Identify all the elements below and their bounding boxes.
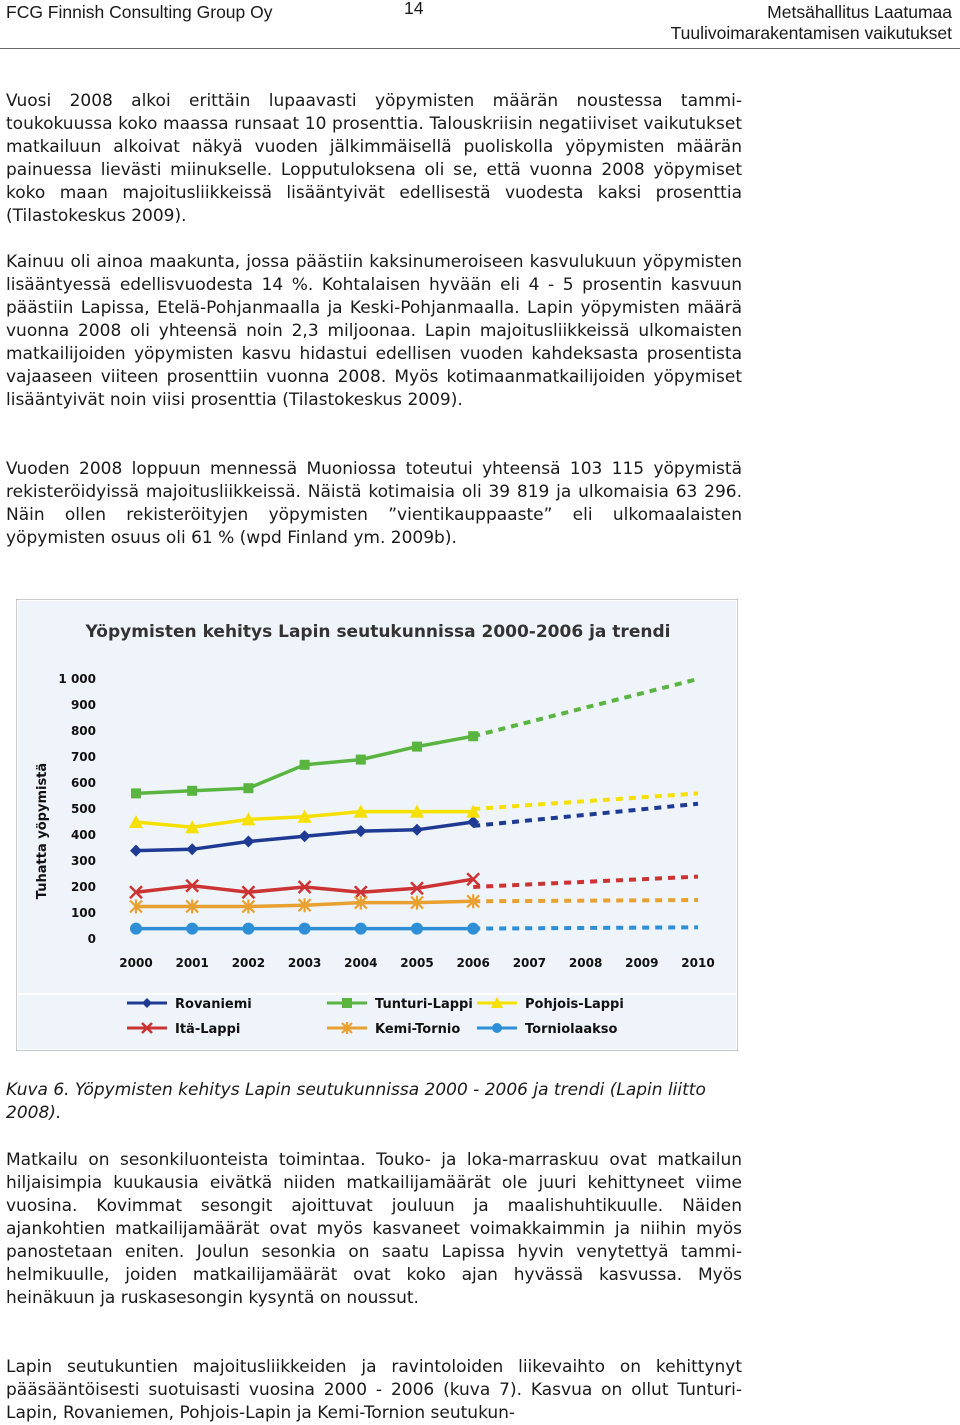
data-point-marker (130, 923, 142, 935)
chart-background (18, 601, 736, 993)
data-point-marker (131, 788, 141, 798)
y-tick-label: 400 (70, 828, 96, 842)
data-point-marker (243, 783, 253, 793)
y-tick-label: 1 000 (58, 672, 96, 686)
x-tick-label: 2009 (625, 956, 659, 970)
data-point-marker (299, 923, 311, 935)
y-tick-label: 0 (87, 932, 96, 946)
x-tick-label: 2005 (400, 956, 434, 970)
y-tick-label: 700 (70, 750, 96, 764)
chart-figure (16, 599, 738, 1051)
data-point-marker (467, 923, 479, 935)
header-company: FCG Finnish Consulting Group Oy (6, 2, 273, 22)
x-tick-label: 2010 (681, 956, 715, 970)
data-point-marker (187, 786, 197, 796)
header-client: Metsähallitus Laatumaa (767, 2, 952, 22)
data-point-marker (342, 998, 352, 1008)
y-tick-label: 300 (70, 854, 96, 868)
x-ticks (119, 956, 714, 970)
legend-label: Itä-Lappi (175, 1022, 241, 1037)
y-tick-label: 500 (70, 802, 96, 816)
header-report-title: Tuulivoimarakentamisen vaikutukset (670, 23, 952, 43)
y-tick-label: 100 (70, 906, 96, 920)
paragraph-5: Lapin seutukuntien majoitusliikkeiden ja ravintoloiden liikevaihto on kehittynyt pääsääntöisesti suotuisasti vuosina 2000 - 2006 (kuva 7). Kasvua on ollut Tunturi-Lapin, Rovaniemen, Pohjois-Lapin ja Kemi-Tornion seutukun- (6, 1357, 742, 1423)
data-point-marker (411, 923, 423, 935)
x-tick-label: 2000 (119, 956, 153, 970)
x-tick-label: 2006 (456, 956, 490, 970)
paragraph-1: Vuosi 2008 alkoi erittäin lupaavasti yöpymisten määrän noustessa tammi-toukokuussa koko maassa runsaat 10 prosenttia. Talouskriisin negatiiviset vaikutukset matkailuun alkoivat näkyä vuoden jälkimmäisellä puoliskolla yöpymisten määrän painuessa lievästi miinukselle. Lopputuloksena oli se, että vuonna 2008 yöpymiset koko maan majoitusliikkeissä lisääntyivät edellisestä vuodesta kaksi prosenttia (Tilastokeskus 2009). (6, 91, 742, 226)
legend-label: Rovaniemi (175, 997, 252, 1012)
paragraph-3: Vuoden 2008 loppuun mennessä Muoniossa toteutui yhteensä 103 115 yöpymistä rekisteröidyissä majoitusliikkeissä. Näistä kotimaisia oli 39 819 ja ulkomaisia 63 296. Näin ollen rekisteröityjen yöpymisten ”vientikauppaaste” eli ulkomaalaisten yöpymisten osuus oli 61 % (wpd Finland ym. 2009b). (6, 459, 742, 548)
x-tick-label: 2008 (568, 956, 603, 970)
data-point-marker (356, 755, 366, 765)
data-point-marker (468, 731, 478, 741)
y-axis-label: Tuhatta yöpymistä (35, 762, 50, 900)
x-tick-label: 2004 (344, 956, 378, 970)
header-project (671, 2, 952, 44)
x-tick-label: 2001 (175, 956, 209, 970)
data-point-marker (186, 923, 198, 935)
paragraph-4: Matkailu on sesonkiluonteista toimintaa. Touko- ja loka-marraskuu ovat matkailun hiljaisimpia kuukausia eivätkä niiden matkailijamäärät ole juuri kehittyneet viime vuosina. Kovimmat sesongit ajoittuvat jouluun ja maalishuhtikuulle. Näiden ajankohtien matkailijamäärät ovat myös kasvaneet voimakkaimmin ja niihin myös panostetaan eniten. Joulun sesonkia on saatu Lapissa hyvin venytettyä tammi-helmikuulle, joiden matkailijamäärät ovat koko ajan hyvässä kasvussa. Myös heinäkuun ja ruskasesongin kysyntä on noussut. (6, 1150, 742, 1308)
paragraph-2: Kainuu oli ainoa maakunta, jossa päästiin kaksinumeroiseen kasvulukuun yöpymisten lisääntyessä edellisvuodesta 14 %. Kohtalaisen hyvään eli 4 - 5 prosentin kasvuun päästiin Lapissa, Etelä-Pohjanmaalla ja Keski-Pohjanmaalla. Lapin yöpymisten määrä vuonna 2008 oli yhteensä noin 2,3 miljoonaa. Lapin majoitusliikkeissä ulkomaisten matkailijoiden yöpymisten kasvu hidastui edellisen vuoden kahdeksasta prosentista vajaaseen viiteen prosenttiin vuonna 2008. Myös kotimaanmatkailijoiden yöpymiset lisääntyivät noin viisi prosenttia (Tilastokeskus 2009). (6, 252, 742, 410)
chart-title: Yöpymisten kehitys Lapin seutukunnissa 2000-2006 ja trendi (85, 622, 671, 642)
data-point-marker (355, 923, 367, 935)
legend-label: Tunturi-Lappi (375, 997, 473, 1012)
data-point-marker (412, 742, 422, 752)
y-tick-label: 200 (70, 880, 96, 894)
legend-label: Kemi-Tornio (375, 1022, 461, 1037)
x-tick-label: 2002 (231, 956, 266, 970)
page-header (0, 0, 960, 49)
y-tick-label: 900 (70, 698, 96, 712)
page-number: 14 (404, 0, 424, 18)
data-point-marker (492, 1023, 502, 1033)
legend-label: Pohjois-Lappi (525, 997, 624, 1012)
y-tick-label: 600 (70, 776, 96, 790)
data-point-marker (300, 760, 310, 770)
x-tick-label: 2003 (287, 956, 322, 970)
data-point-marker (242, 923, 254, 935)
x-tick-label: 2007 (512, 956, 547, 970)
legend-label: Torniolaakso (525, 1022, 618, 1037)
figure-caption: Kuva 6. Yöpymisten kehitys Lapin seutukunnissa 2000 - 2006 ja trendi (Lapin liitto 2008). (6, 1080, 706, 1123)
y-tick-label: 800 (70, 724, 96, 738)
